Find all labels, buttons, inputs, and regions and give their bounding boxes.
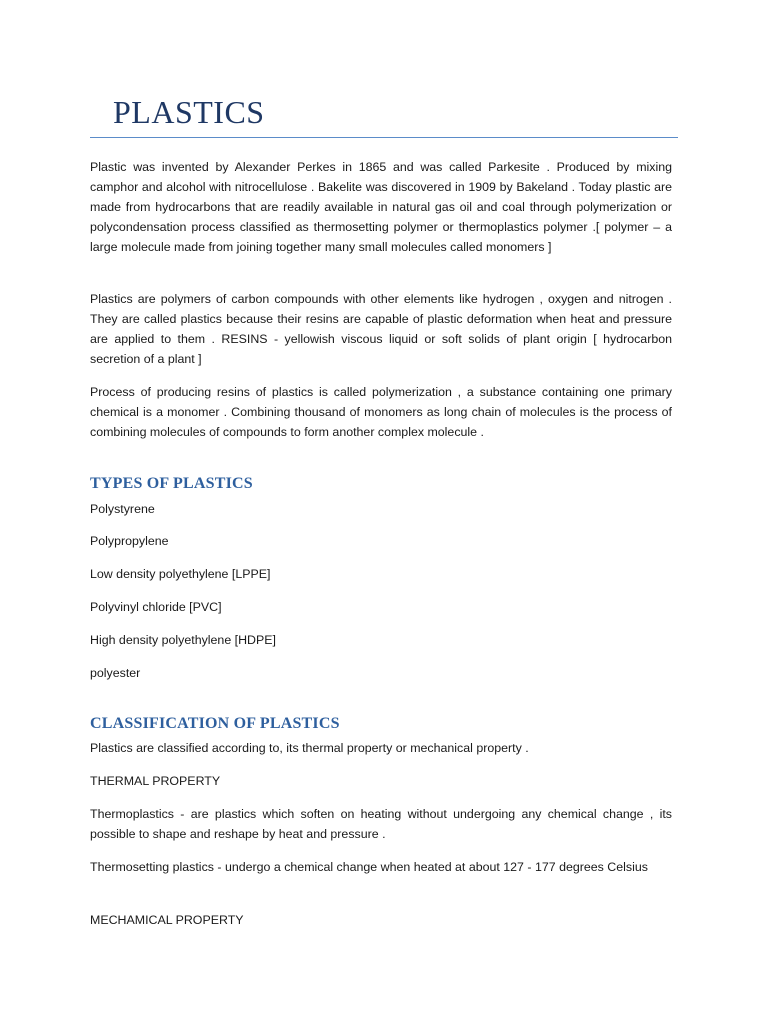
- list-item: Low density polyethylene [LPPE]: [90, 567, 271, 581]
- mechanical-property-heading: MECHAMICAL PROPERTY: [90, 913, 244, 927]
- classification-intro: Plastics are classified according to, its thermal property or mechanical property .: [90, 741, 529, 755]
- list-item: Polypropylene: [90, 534, 169, 548]
- list-item: Polystyrene: [90, 502, 155, 516]
- document-title: PLASTICS: [113, 94, 265, 130]
- classification-heading: CLASSIFICATION OF PLASTICS: [90, 715, 340, 732]
- types-heading: TYPES OF PLASTICS: [90, 475, 253, 492]
- paragraph-history: Plastic was invented by Alexander Perkes in 1865 and was called Parkesite . Produced by mixing camphor and alcohol with nitrocellulose . Bakelite was discovered in 1909 by Bakeland . Today plastic are made from hydrocarbons that are readily available in natural gas oil and coal through polymerization or polycondensation process classified as thermosetting polymer or thermoplastics polymer .[ polymer – a large molecule made from joining together many small molecules called monomers ]: [90, 160, 672, 254]
- paragraph-polymers: Plastics are polymers of carbon compounds with other elements like hydrogen , oxygen and nitrogen . They are called plastics because their resins are capable of plastic deformation when heat and pressure are applied to them . RESINS - yellowish viscous liquid or soft solids of plant origin [ hydrocarbon secretion of a plant ]: [90, 292, 672, 366]
- thermal-property-heading: THERMAL PROPERTY: [90, 774, 221, 788]
- paragraph-polymerization: Process of producing resins of plastics is called polymerization , a substance containing one primary chemical is a monomer . Combining thousand of monomers as long chain of molecules is the process of combining molecules of compounds to form another complex molecule .: [90, 385, 672, 439]
- list-item: High density polyethylene [HDPE]: [90, 633, 276, 647]
- title-underline: [90, 137, 678, 138]
- thermosetting-text: Thermosetting plastics - undergo a chemical change when heated at about 127 - 177 degrees Celsius: [90, 860, 648, 874]
- list-item: Polyvinyl chloride [PVC]: [90, 600, 222, 614]
- thermoplastics-text: Thermoplastics - are plastics which soften on heating without undergoing any chemical change , its possible to shape and reshape by heat and pressure .: [90, 807, 672, 841]
- list-item: polyester: [90, 666, 141, 680]
